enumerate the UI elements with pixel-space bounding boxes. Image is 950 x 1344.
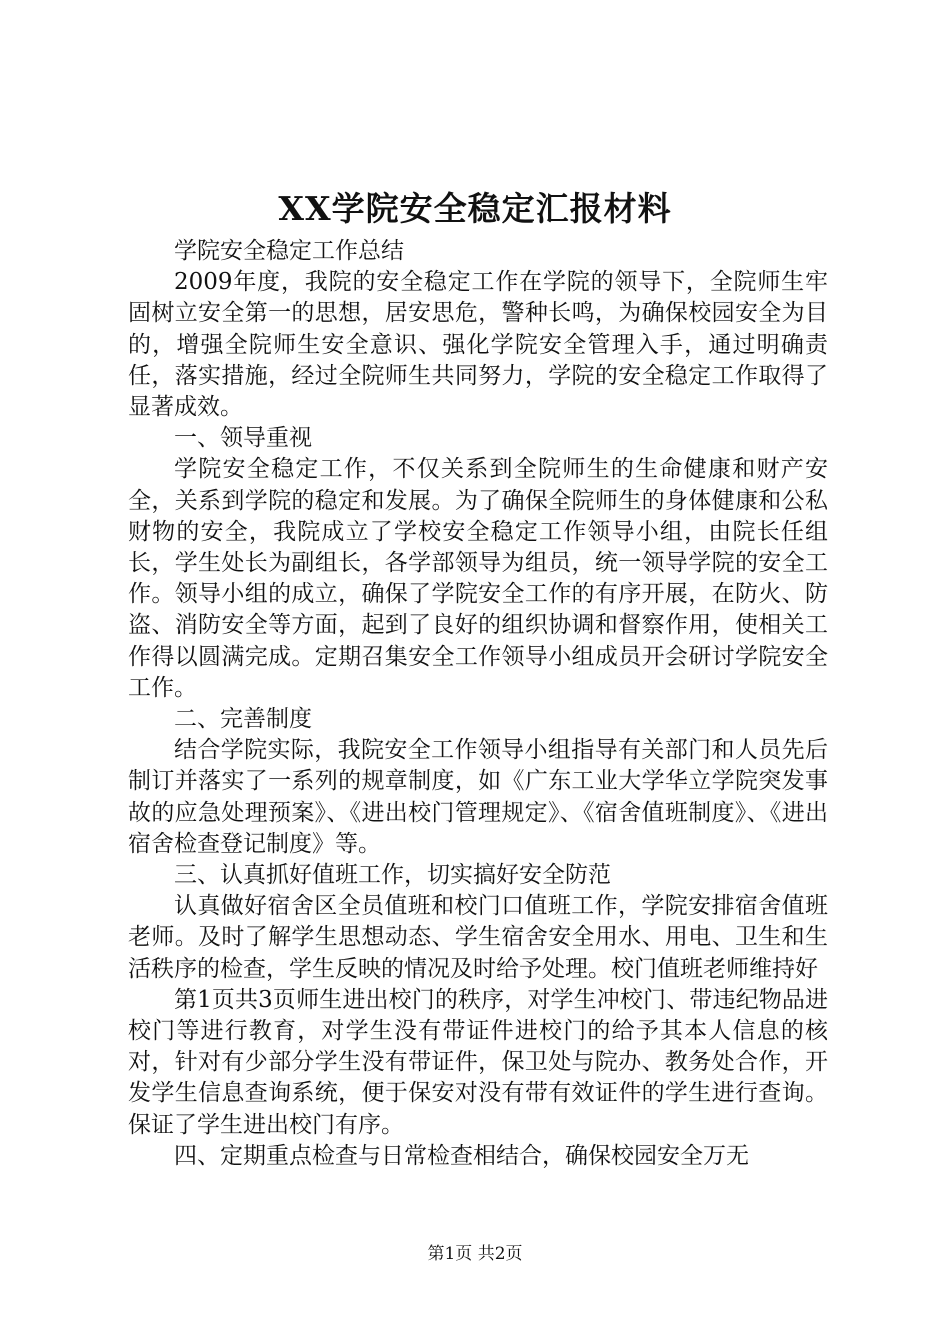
paragraph-summary-heading: 学院安全稳定工作总结 <box>174 238 404 264</box>
paragraph-intro: 2009年度，我院的安全稳定工作在学院的领导下，全院师生牢固树立安全第一的思想，居安思危，警种长鸣，为确保校园安全为目的，增强全院师生安全意识、强化学院安全管理入手，通过明确责任，落实措施，经过全院师生共同努力，学院的安全稳定工作取得了显著成效。 <box>128 269 828 421</box>
paragraph-duty: 认真做好宿舍区全员值班和校门口值班工作，学院安排宿舍值班老师。及时了解学生思想动态、学生宿舍安全用水、用电、卫生和生活秩序的检查，学生反映的情况及时给予处理。校门值班老师维持好 <box>128 893 828 982</box>
section-heading-rules: 二、完善制度 <box>174 706 312 733</box>
paragraph-gate-order: 第1页共3页师生进出校门的秩序，对学生冲校门、带违纪物品进校门等进行教育，对学生没有带证件进校门的给予其本人信息的核对，针对有少部分学生没有带证件，保卫处与院办、教务处合作，开发学生信息查询系统，便于保安对没有带有效证件的学生进行查询。保证了学生进出校门有序。 <box>128 986 828 1138</box>
paragraph-rules: 结合学院实际，我院安全工作领导小组指导有关部门和人员先后制订并落实了一系列的规章制度，如《广东工业大学华立学院突发事故的应急处理预案》、《进出校门管理规定》、《宿舍值班制度》、《进出宿舍检查登记制度》等。 <box>128 737 828 857</box>
page-footer: 第1页 共2页 <box>427 1244 523 1264</box>
section-heading-duty: 三、认真抓好值班工作，切实搞好安全防范 <box>174 862 611 889</box>
paragraph-leadership: 学院安全稳定工作，不仅关系到全院师生的生命健康和财产安全，关系到学院的稳定和发展。为了确保全院师生的身体健康和公私财物的安全，我院成立了学校安全稳定工作领导小组，由院长任组长，学生处长为副组长，各学部领导为组员，统一领导学院的安全工作。领导小组的成立，确保了学院安全工作的有序开展，在防火、防盗、消防安全等方面，起到了良好的组织协调和督察作用，使相关工作得以圆满完成。定期召集安全工作领导小组成员开会研讨学院安全工作。 <box>128 456 828 701</box>
document-title: XX学院安全稳定汇报材料 <box>278 189 672 228</box>
section-heading-leadership: 一、领导重视 <box>174 425 312 452</box>
section-heading-inspection: 四、定期重点检查与日常检查相结合，确保校园安全万无 <box>174 1142 749 1169</box>
document-body <box>128 236 828 1172</box>
